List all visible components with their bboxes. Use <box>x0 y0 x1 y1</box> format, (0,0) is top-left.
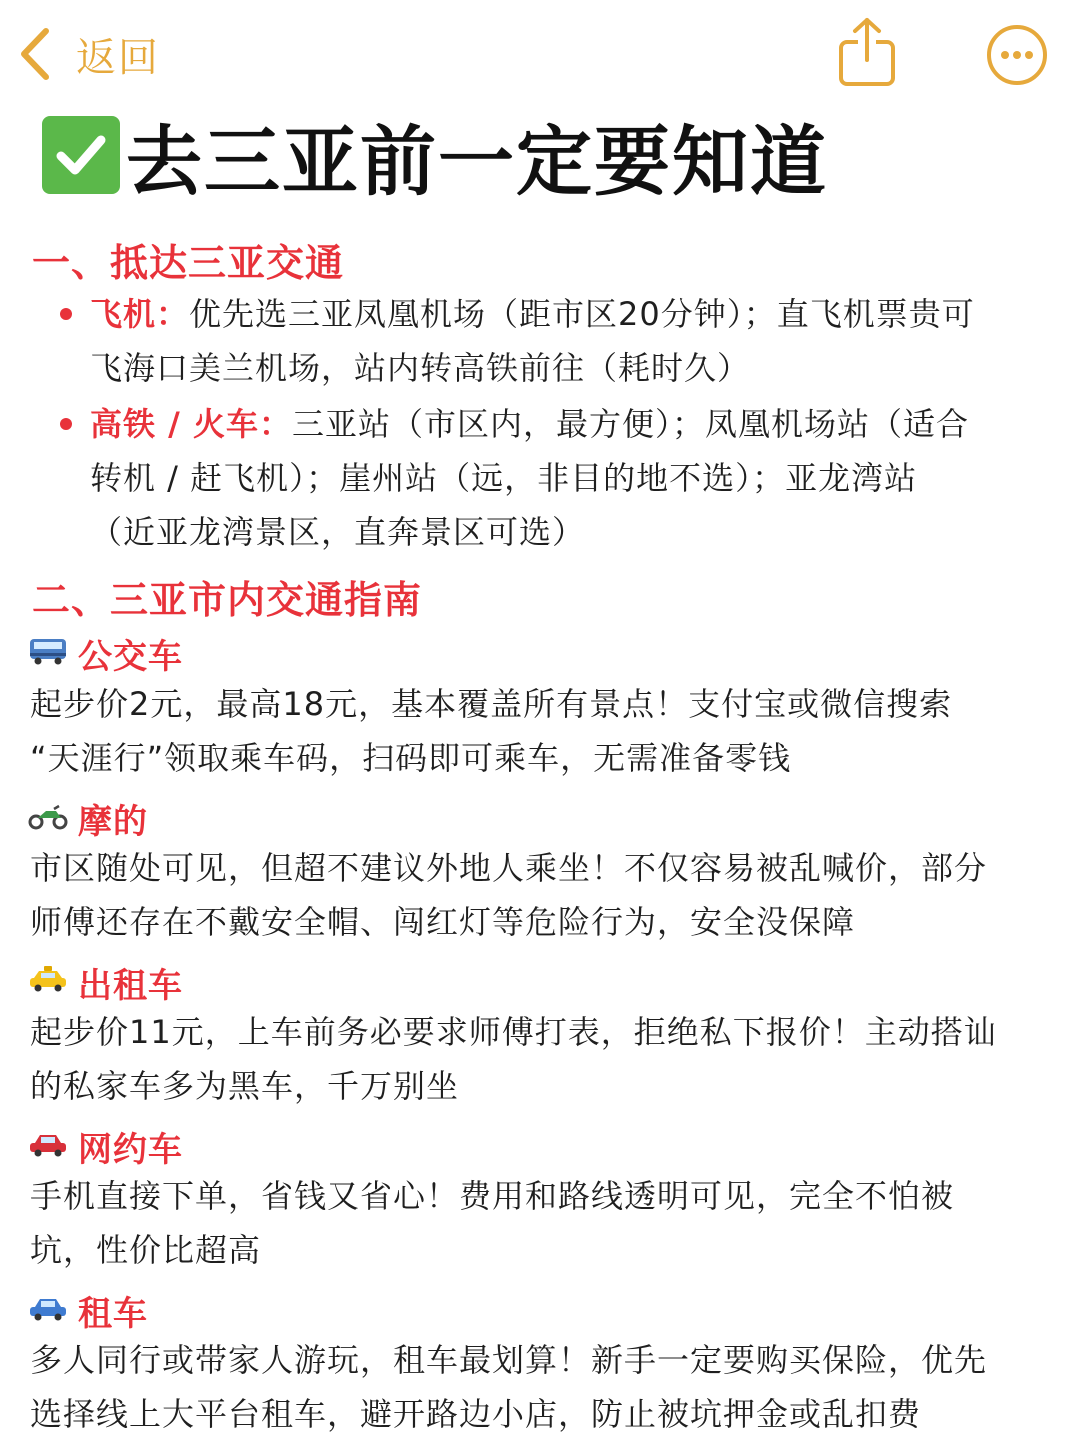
taxi-icon <box>28 964 68 994</box>
list-item-train <box>90 397 969 559</box>
transport-title-bus: 公交车 <box>78 637 183 677</box>
title-text: 去三亚前一定要知道 <box>126 116 828 206</box>
desc-line: “天涯行”领取乘车码，扫码即可乘车，无需准备零钱 <box>30 739 792 777</box>
list-item-label: 高铁 / 火车： <box>90 405 292 443</box>
desc-line: 起步价2元，最高18元，基本覆盖所有景点！支付宝或微信搜索 <box>30 685 953 723</box>
checkmark-icon <box>42 116 120 194</box>
more-options-icon[interactable] <box>986 24 1048 86</box>
transport-desc-bus <box>30 677 952 785</box>
bullet-dot <box>60 418 72 430</box>
section-heading-city-transport: 二、三亚市内交通指南 <box>32 578 423 622</box>
transport-title-ride-hailing: 网约车 <box>78 1130 183 1170</box>
section-heading-arrival: 一、抵达三亚交通 <box>32 241 345 285</box>
desc-line: 的私家车多为黑车，千万别坐 <box>30 1067 460 1105</box>
desc-line: 手机直接下单，省钱又省心！费用和路线透明可见，完全不怕被 <box>30 1177 955 1215</box>
page-title <box>42 110 828 206</box>
list-item-plane <box>90 287 975 395</box>
back-label: 返回 <box>76 34 160 81</box>
top-nav-bar <box>0 0 1080 100</box>
list-item-text: 飞海口美兰机场，站内转高铁前往（耗时久） <box>90 349 751 387</box>
transport-desc-taxi <box>30 1005 997 1113</box>
share-icon[interactable] <box>836 16 898 88</box>
car-blue-icon <box>28 1293 68 1323</box>
desc-line: 起步价11元，上车前务必要求师傅打表，拒绝私下报价！主动搭讪 <box>30 1013 997 1051</box>
transport-desc-ride-hailing <box>30 1169 954 1277</box>
list-item-label: 飞机： <box>90 295 190 333</box>
bullet-dot <box>60 308 72 320</box>
desc-line: 市区随处可见，但超不建议外地人乘坐！不仅容易被乱喊价，部分 <box>30 849 988 887</box>
list-item-text: 三亚站（市区内，最方便）；凤凰机场站（适合 <box>291 405 969 443</box>
desc-line: 多人同行或带家人游玩，租车最划算！新手一定要购买保险，优先 <box>30 1341 988 1379</box>
list-item-text: 转机 / 赶飞机）；崖州站（远，非目的地不选）；亚龙湾站 <box>90 459 918 497</box>
chevron-left-icon <box>18 27 52 81</box>
list-item-text: （近亚龙湾景区，直奔景区可选） <box>90 513 586 551</box>
transport-title-car-rental: 租车 <box>78 1294 148 1334</box>
bus-icon <box>28 636 68 666</box>
transport-title-motorcycle: 摩的 <box>78 802 148 842</box>
transport-desc-motorcycle <box>30 841 987 949</box>
transport-title-taxi: 出租车 <box>78 966 183 1006</box>
desc-line: 坑，性价比超高 <box>30 1231 262 1269</box>
back-button[interactable] <box>18 24 160 84</box>
list-item-text: 优先选三亚凤凰机场（距市区20分钟）；直飞机票贵可 <box>189 295 975 333</box>
desc-line: 选择线上大平台租车，避开路边小店，防止被坑押金或乱扣费 <box>30 1395 922 1433</box>
desc-line: 师傅还存在不戴安全帽、闯红灯等危险行为，安全没保障 <box>30 903 856 941</box>
transport-desc-car-rental <box>30 1333 987 1441</box>
motorcycle-icon <box>28 801 68 831</box>
car-red-icon <box>28 1129 68 1159</box>
